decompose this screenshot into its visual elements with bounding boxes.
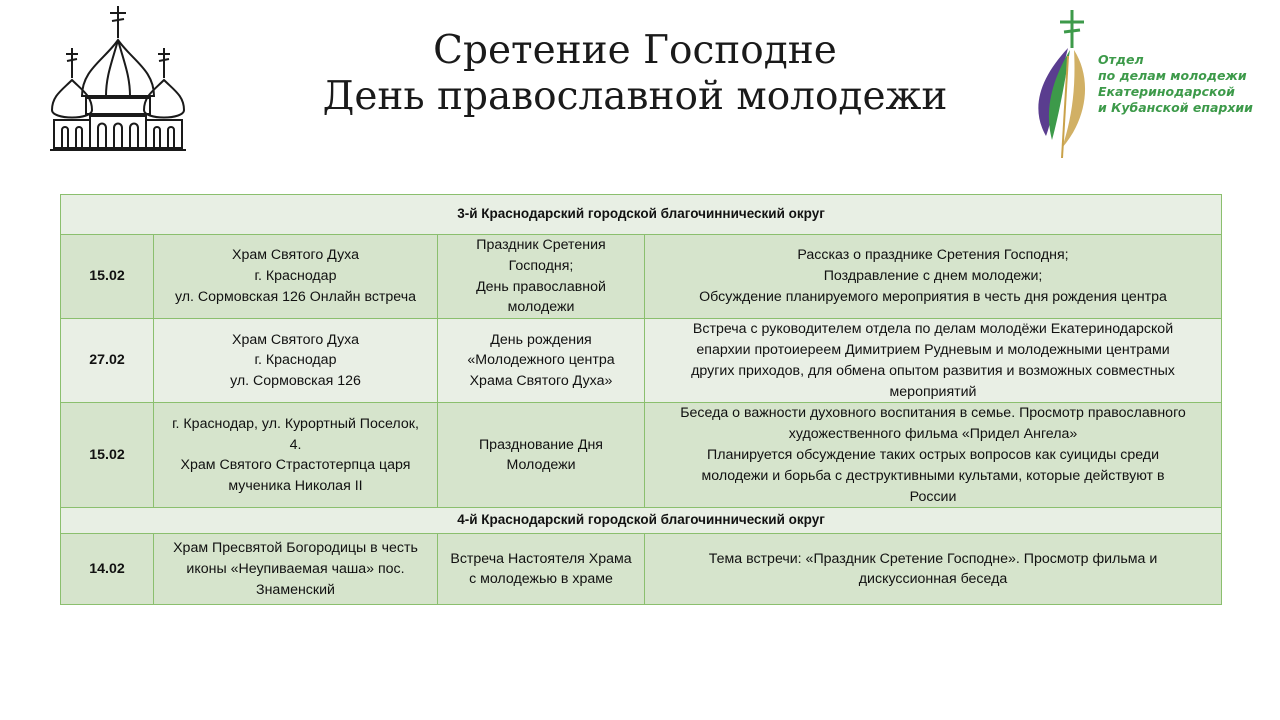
event-date: 27.02	[61, 319, 154, 403]
church-domes-icon	[46, 4, 190, 154]
table-row	[61, 534, 1222, 605]
event-place: Храм Пресвятой Богородицы в честь иконы «Неупиваемая чаша» пос. Знаменский	[154, 534, 438, 605]
event-place: Храм Святого Духа г. Краснодар ул. Сормовская 126	[154, 319, 438, 403]
event-date: 14.02	[61, 534, 154, 605]
title-line-2: День православной молодежи	[322, 74, 948, 119]
district-title: 3-й Краснодарский городской благочиннический округ	[61, 195, 1222, 235]
schedule-table	[60, 194, 1222, 605]
department-name: Отдел по делам молодежи Екатеринодарской и Кубанской епархии	[1098, 52, 1253, 115]
event-place: г. Краснодар, ул. Курортный Поселок, 4. Храм Святого Страстотерпца царя мученика Николая II	[154, 403, 438, 508]
event-name: Встреча Настоятеля Храма с молодежью в храме	[438, 534, 645, 605]
event-description: Встреча с руководителем отдела по делам молодёжи Екатеринодарской епархии протоиереем Димитрием Рудневым и молодежными центрами других приходов, для обмена опытом развития и возможных совместных мероприятий	[645, 319, 1222, 403]
event-description: Тема встречи: «Праздник Сретение Господне». Просмотр фильма и дискуссионная беседа	[645, 534, 1222, 605]
event-date: 15.02	[61, 403, 154, 508]
event-name: Празднование Дня Молодежи	[438, 403, 645, 508]
table-row	[61, 235, 1222, 319]
title-line-1: Сретение Господне	[433, 28, 837, 73]
cross-feather-icon	[1022, 8, 1102, 160]
event-description: Рассказ о празднике Сретения Господня; Поздравление с днем молодежи; Обсуждение планируемого мероприятия в честь дня рождения центра	[645, 235, 1222, 319]
table-row	[61, 403, 1222, 508]
event-description: Беседа о важности духовного воспитания в семье. Просмотр православного художественного фильма «Придел Ангела» Планируется обсуждение таких острых вопросов как суициды среди молодежи и борьба с деструктивными культами, которые действуют в России	[645, 403, 1222, 508]
district-title: 4-й Краснодарский городской благочиннический округ	[61, 508, 1222, 534]
page-title	[290, 28, 980, 120]
table-row	[61, 319, 1222, 403]
district-header-row	[61, 195, 1222, 235]
event-date: 15.02	[61, 235, 154, 319]
event-name: День рождения «Молодежного центра Храма Святого Духа»	[438, 319, 645, 403]
event-place: Храм Святого Духа г. Краснодар ул. Сормовская 126 Онлайн встреча	[154, 235, 438, 319]
event-name: Праздник Сретения Господня; День православной молодежи	[438, 235, 645, 319]
district-header-row	[61, 508, 1222, 534]
department-logo	[1022, 8, 1252, 160]
